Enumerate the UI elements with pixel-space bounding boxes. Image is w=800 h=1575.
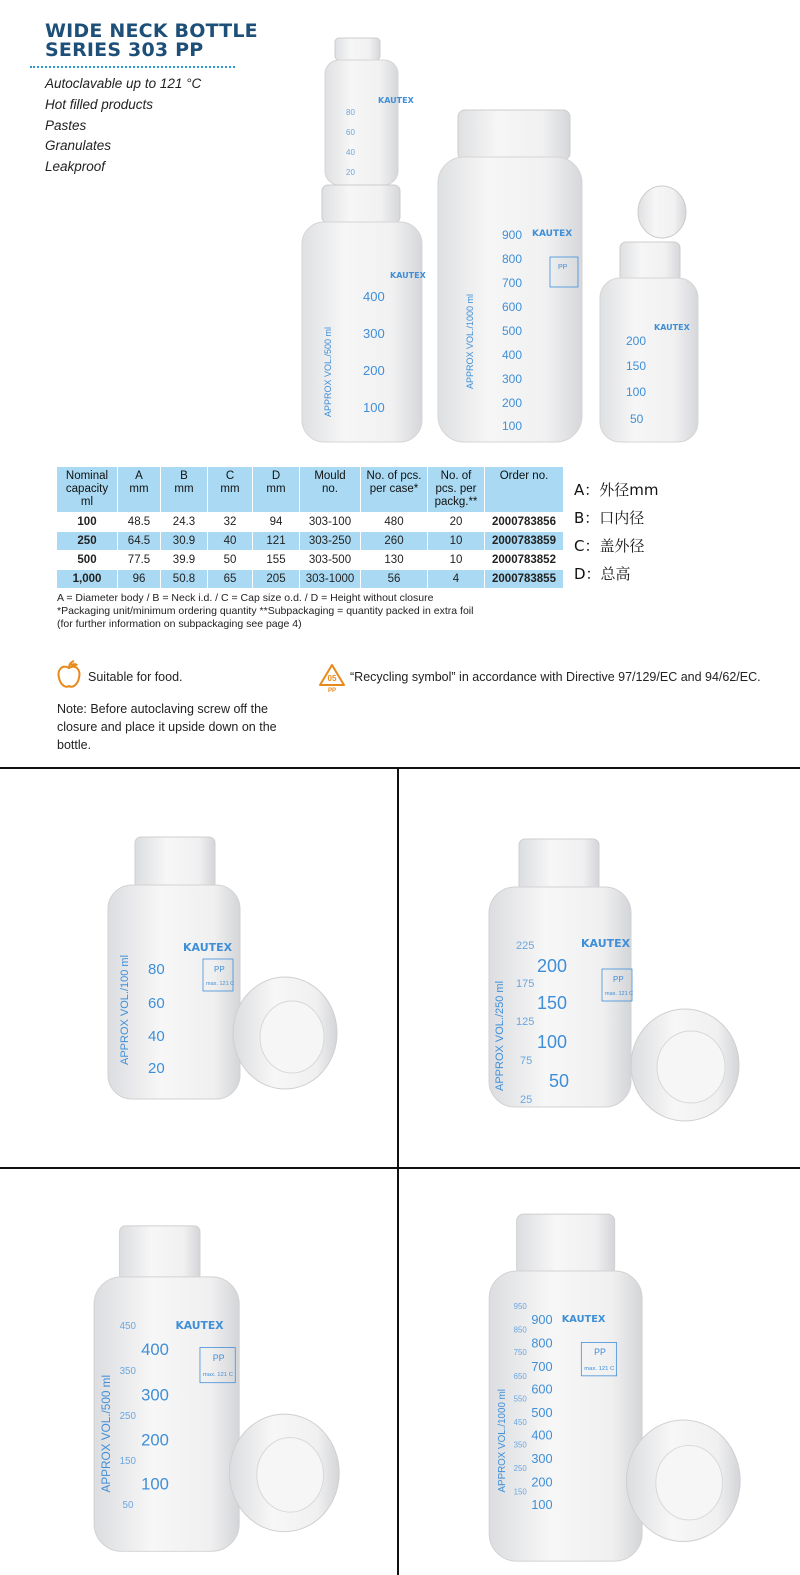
brand-label: KAUTEX [175,1318,224,1332]
material-label: PP [214,965,225,974]
brand-label: KAUTEX [183,941,233,954]
scale-label: 25 [520,1094,533,1106]
col-header-pcs-case: No. of pcs. per case* [361,467,428,513]
scale-label: 850 [513,1325,527,1335]
footnote: *Packaging unit/minimum ordering quantity **Subpackaging = quantity packed in extra foil [57,605,474,618]
table-cell: 2000783859 [485,532,564,551]
table-cell: 100 [57,513,118,532]
scale-label: 650 [513,1371,527,1381]
scale-label: 60 [346,128,355,137]
table-header-row [57,467,564,513]
scale-label: 600 [502,300,523,314]
legend-item-d: D：总高 [574,565,631,583]
scale-label: 800 [502,252,523,266]
scale-label: 200 [626,334,647,348]
scale-label: 250 [119,1410,136,1422]
table-cell: 303-500 [300,551,361,570]
table-cell: 155 [253,551,300,570]
col-header-capacity: Nominal capacity ml [57,467,118,513]
autoclave-note: Note: Before autoclaving screw off the closure and place it upside down on the bottle. [57,702,277,752]
scale-label: 200 [363,363,385,378]
bottle-1000 [438,110,582,442]
table-cell: 50 [208,551,253,570]
scale-label: 350 [513,1440,527,1450]
scale-label: 250 [513,1463,527,1473]
table-cell: 96 [118,570,161,589]
table-cell: 10 [428,551,485,570]
scale-label: 200 [531,1474,553,1490]
brand-label: KAUTEX [561,1313,606,1325]
scale-label: 300 [531,1451,553,1467]
scale-label: 400 [531,1427,553,1443]
scale-label: 50 [122,1500,134,1512]
table-cell: 303-250 [300,532,361,551]
scale-label: 225 [516,940,535,952]
scale-label: 175 [516,978,535,990]
bottle-500 [302,185,427,442]
scale-label: 300 [363,326,385,341]
scale-label: 400 [141,1340,169,1360]
col-header-d: D mm [253,467,300,513]
cap [229,1414,339,1532]
table-cell: 500 [57,551,118,570]
product-photo-1000ml [399,1169,796,1567]
title-line-2: SERIES 303 PP [45,39,204,61]
table-cell: 32 [208,513,253,532]
temp-label: max. 121 C [202,1371,233,1378]
scale-label: 700 [531,1358,553,1374]
scale-label: 50 [549,1071,570,1091]
table-cell: 20 [428,513,485,532]
temp-label: max. 121 C [605,991,634,997]
table-row [57,513,564,532]
product-photo-500ml [0,1169,397,1567]
table-cell: 56 [361,570,428,589]
table-row [57,551,564,570]
scale-label: 100 [531,1497,553,1513]
table-cell: 2000783855 [485,570,564,589]
table-cell: 130 [361,551,428,570]
material-label: PP [613,975,624,984]
cap [626,1420,740,1542]
table-cell: 77.5 [118,551,161,570]
table-cell: 260 [361,532,428,551]
legend-item-c: C：盖外径 [574,537,645,555]
scale-label: 800 [531,1335,553,1351]
scale-label: 550 [513,1394,527,1404]
recycle-abbr: PP [327,688,337,693]
volume-label: APPROX VOL./1000 ml [465,293,475,389]
legend-item-a: A：外径mm [574,481,659,499]
recycle-code: 05 [327,674,337,683]
footnote: A = Diameter body / B = Neck i.d. / C = Cap size o.d. / D = Height without closure [57,592,434,604]
brand-label: KAUTEX [390,271,426,280]
scale-label: 200 [537,956,568,976]
scale-label: 300 [502,372,523,386]
col-header-a: A mm [118,467,161,513]
temp-label: max. 121 C [206,981,235,987]
scale-label: 20 [346,168,355,177]
product-group-image [290,32,710,452]
legend-item-b: B：口内径 [574,509,645,527]
product-photo-250ml [399,769,796,1167]
scale-label: 300 [141,1385,169,1405]
table-cell: 2000783852 [485,551,564,570]
scale-label: 500 [502,324,523,338]
scale-label: 40 [346,148,355,157]
footnote: (for further information on subpackaging see page 4) [57,618,302,631]
col-header-b: B mm [161,467,208,513]
temp-label: max. 121 C [584,1365,615,1372]
scale-label: 100 [141,1474,169,1494]
scale-label: 40 [148,1028,165,1045]
scale-label: 20 [148,1060,165,1077]
table-cell: 40 [208,532,253,551]
product-photo-100ml [0,769,397,1167]
table-cell: 303-100 [300,513,361,532]
table-footnotes [57,592,473,632]
table-cell: 65 [208,570,253,589]
food-suitability-text: Suitable for food. [88,670,183,684]
scale-label: 350 [119,1365,136,1377]
table-cell: 24.3 [161,513,208,532]
scale-label: 750 [513,1348,527,1358]
volume-label: APPROX VOL./100 ml [119,954,131,1065]
table-cell: 39.9 [161,551,208,570]
feature-item: Leakproof [45,159,106,175]
brand-label: KAUTEX [581,937,631,950]
col-header-mould: Mould no. [300,467,361,513]
bottle-100-top [325,38,415,185]
table-cell: 303-1000 [300,570,361,589]
spec-table [57,467,564,588]
scale-label: 150 [626,359,647,373]
table-cell: 4 [428,570,485,589]
scale-label: 100 [537,1032,568,1052]
scale-label: 450 [119,1320,136,1332]
scale-label: 400 [363,289,385,304]
scale-label: 450 [513,1417,527,1427]
table-cell: 64.5 [118,532,161,551]
scale-label: 100 [502,419,523,433]
table-cell: 1,000 [57,570,118,589]
table-cell: 10 [428,532,485,551]
title-line-1: WIDE NECK BOTTLE [45,20,258,42]
scale-label: 950 [513,1302,527,1312]
scale-label: 125 [516,1016,535,1028]
scale-label: 200 [141,1430,169,1450]
scale-label: 900 [531,1311,553,1327]
page-title [45,22,258,60]
apple-icon [56,660,82,690]
brand-label: KAUTEX [532,229,573,239]
bottle-250 [600,186,698,442]
table-cell: 94 [253,513,300,532]
volume-label: APPROX VOL./1000 ml [496,1389,508,1493]
recycle-icon [318,663,346,693]
col-header-c: C mm [208,467,253,513]
table-cell: 250 [57,532,118,551]
table-cell: 30.9 [161,532,208,551]
scale-label: 75 [520,1055,533,1067]
table-cell: 50.8 [161,570,208,589]
scale-label: 150 [513,1487,527,1497]
scale-label: 50 [630,412,644,426]
feature-item: Granulates [45,138,112,154]
volume-label: APPROX VOL./500 ml [323,326,333,417]
scale-label: 600 [531,1381,553,1397]
scale-label: 200 [502,396,523,410]
scale-label: 80 [346,108,355,117]
feature-item: Hot filled products [45,96,154,112]
table-row [57,532,564,551]
feature-list [45,74,201,178]
scale-label: 80 [148,961,165,978]
volume-label: APPROX VOL./250 ml [494,980,506,1091]
material-label: PP [212,1353,225,1364]
cap [631,1009,739,1121]
col-header-order: Order no. [485,467,564,513]
table-row [57,570,564,589]
scale-label: 100 [626,385,647,399]
scale-label: 500 [531,1405,553,1421]
feature-item: Autoclavable up to 121 °C [45,76,202,91]
brand-label: KAUTEX [378,96,414,105]
feature-item: Pastes [45,117,87,133]
brand-label: KAUTEX [654,323,690,332]
table-cell: 2000783856 [485,513,564,532]
scale-label: 100 [363,400,385,415]
scale-label: 60 [148,995,165,1012]
scale-label: 150 [537,993,568,1013]
col-header-pcs-pack: No. of pcs. per packg.** [428,467,485,513]
table-cell: 480 [361,513,428,532]
scale-label: 150 [119,1456,136,1468]
scale-label: 400 [502,348,523,362]
table-cell: 121 [253,532,300,551]
volume-label: APPROX VOL./500 ml [99,1374,113,1493]
scale-label: 700 [502,276,523,290]
table-cell: 48.5 [118,513,161,532]
scale-label: 900 [502,228,523,242]
material-label: PP [558,264,568,271]
material-label: PP [594,1347,606,1358]
table-cell: 205 [253,570,300,589]
recycling-text: “Recycling symbol” in accordance with Directive 97/129/EC and 94/62/EC. [350,670,761,684]
dimension-legend [574,476,659,588]
cap [233,977,337,1089]
title-divider [30,66,235,68]
